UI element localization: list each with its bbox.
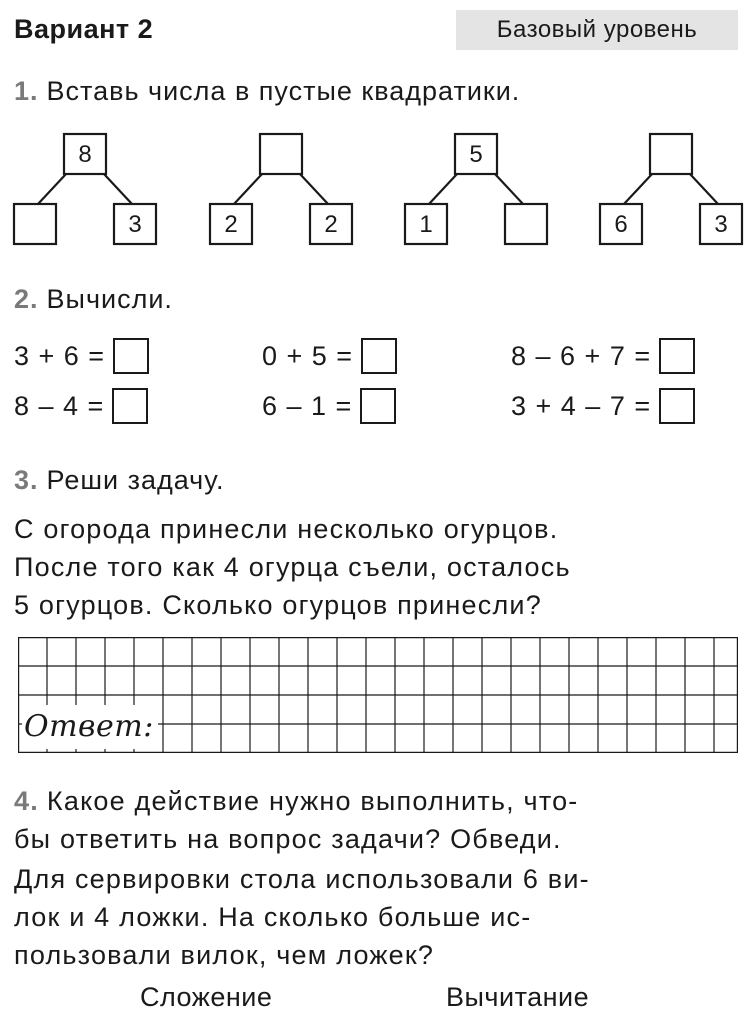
number-tree-4 — [600, 134, 742, 244]
level-badge: Базовый уровень — [456, 10, 738, 50]
task-4-heading — [14, 782, 579, 858]
task-4-number: 4. — [14, 786, 39, 816]
task-4-line: лок и 4 ложки. На сколько больше ис- — [14, 902, 532, 932]
tree-2-left-value: 2 — [224, 211, 238, 238]
expression-5-text: 6 – 1 = — [262, 390, 353, 421]
tree-4-left-value: 6 — [614, 211, 628, 238]
number-tree-2 — [210, 134, 352, 244]
tree-1-top-value: 8 — [78, 141, 92, 168]
expression-2 — [262, 338, 397, 374]
task-2-heading — [14, 284, 173, 315]
expression-3-text: 8 – 6 + 7 = — [511, 340, 652, 371]
tree-2-right-value: 2 — [324, 211, 338, 238]
expression-6-text: 3 + 4 – 7 = — [511, 390, 652, 421]
expression-1 — [14, 338, 149, 374]
expression-4-answer-box[interactable] — [112, 388, 148, 424]
expression-3 — [511, 338, 695, 374]
task-3-line: С огорода принесли несколько огурцов. — [14, 514, 559, 544]
task-1-prompt: Вставь числа в пустые квадратики. — [46, 76, 521, 106]
tree-2-top-cell[interactable] — [260, 134, 302, 174]
task-1-heading — [14, 76, 520, 107]
expression-1-text: 3 + 6 = — [14, 340, 106, 371]
expression-6 — [511, 388, 695, 424]
expression-5 — [262, 388, 396, 424]
expression-4-text: 8 – 4 = — [14, 390, 105, 421]
number-tree-1 — [14, 134, 156, 244]
task-4-prompt-line: бы ответить на вопрос задачи? Обведи. — [14, 824, 562, 854]
task-2-prompt: Вычисли. — [46, 284, 173, 314]
expression-4 — [14, 388, 148, 424]
choice-addition[interactable]: Сложение — [140, 982, 273, 1012]
task-4-line: пользовали вилок, чем ложек? — [14, 940, 435, 970]
task-4-text — [14, 860, 590, 974]
task-4-line: Для сервировки стола использовали 6 ви- — [14, 864, 590, 894]
choice-subtraction[interactable]: Вычитание — [446, 982, 590, 1012]
task-2-number: 2. — [14, 284, 39, 314]
task-3-prompt: Реши задачу. — [46, 465, 225, 495]
task-3-number: 3. — [14, 465, 39, 495]
tree-3-right-cell[interactable] — [505, 204, 547, 244]
task-4-prompt-line: Какое действие нужно выполнить, что- — [46, 786, 579, 816]
tree-3-top-value: 5 — [469, 141, 483, 168]
tree-3-left-value: 1 — [419, 211, 433, 238]
expression-2-answer-box[interactable] — [361, 338, 397, 374]
task-3-heading — [14, 465, 225, 496]
expression-6-answer-box[interactable] — [659, 388, 695, 424]
task-3-line: 5 огурцов. Сколько огурцов принесли? — [14, 590, 542, 620]
answer-label: Ответ: — [22, 705, 158, 749]
task-3-text — [14, 510, 571, 624]
expression-2-text: 0 + 5 = — [262, 340, 354, 371]
expression-5-answer-box[interactable] — [360, 388, 396, 424]
task-1-number: 1. — [14, 76, 39, 106]
task-3-line: После того как 4 огурца съели, осталось — [14, 552, 571, 582]
variant-title: Вариант 2 — [14, 14, 154, 44]
tree-1-right-value: 3 — [128, 211, 142, 238]
tree-4-top-cell[interactable] — [650, 134, 692, 174]
tree-4-right-value: 3 — [714, 211, 728, 238]
tree-1-left-cell[interactable] — [14, 204, 56, 244]
number-trees — [0, 128, 751, 250]
expression-1-answer-box[interactable] — [113, 338, 149, 374]
expression-3-answer-box[interactable] — [659, 338, 695, 374]
number-tree-3 — [405, 134, 547, 244]
